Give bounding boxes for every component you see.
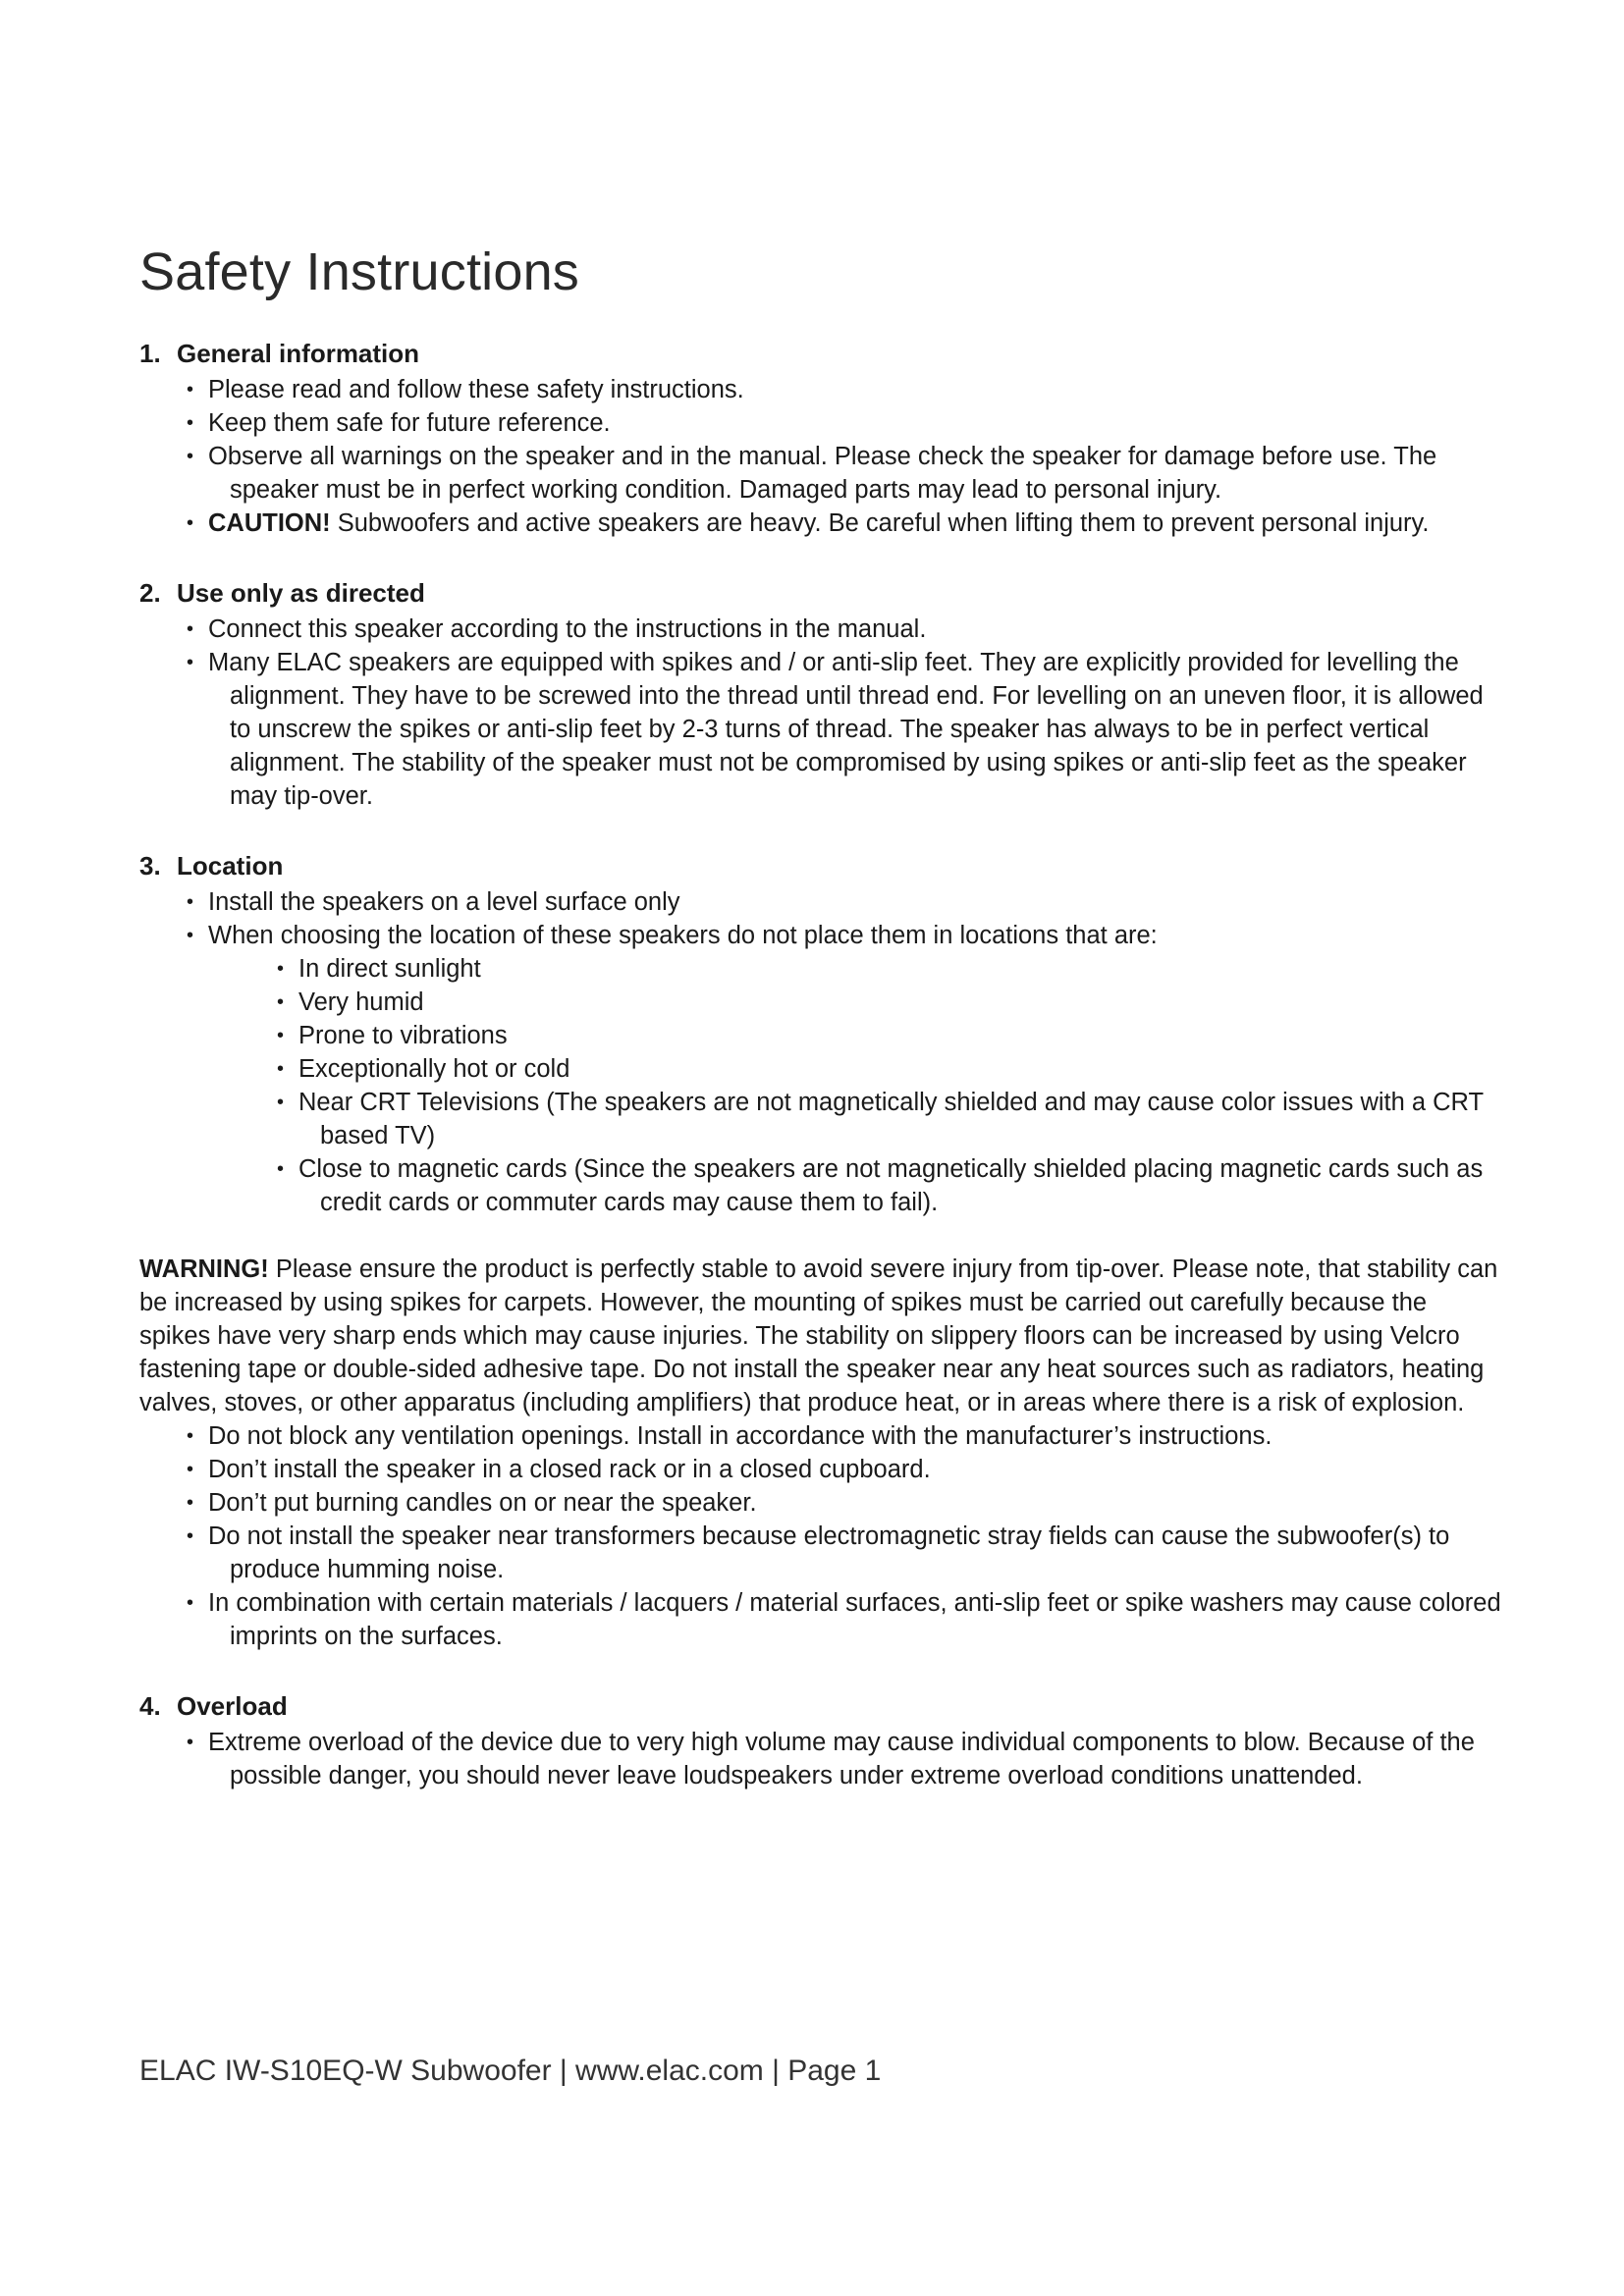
list-item: • Observe all warnings on the speaker and in the manual. Please check the speaker for damage before use. The speaker must be in perfect working condition. Damaged parts may lead to personal injury. [139,440,1504,507]
list-item: • Keep them safe for future reference. [139,406,1504,440]
list-item: • Please read and follow these safety instructions. [139,373,1504,406]
sub-list-item: • Near CRT Televisions (The speakers are not magnetically shielded and may cause color issues with a CRT based TV) [139,1086,1504,1152]
section-title: General information [177,339,420,368]
list-item: • Many ELAC speakers are equipped with spikes and / or anti-slip feet. They are explicitly provided for levelling the alignment. They have to be screwed into the thread until thread end. For levelling on an uneven floor, it is allowed to unscrew the spikes or anti-slip feet by 2-3 turns of thread. The speaker has always to be in perfect vertical alignment. The stability of the speaker must not be compromised by using spikes or anti-slip feet as the speaker may tip-over. [139,646,1504,813]
section-number: 2. [139,578,161,608]
sub-list-item: • In direct sunlight [139,952,1504,986]
warning-label: WARNING! [139,1255,269,1283]
section-heading [139,573,1504,613]
warning-paragraph [139,1253,1504,1419]
section-use-only-as-directed [139,573,1504,813]
section-overload [139,1686,1504,1792]
page-title: Safety Instructions [139,242,580,301]
sub-list-item: • Close to magnetic cards (Since the speakers are not magnetically shielded placing magnetic cards such as credit cards or commuter cards may cause them to fail). [139,1152,1504,1219]
bullet-list [139,613,1504,813]
page-footer: ELAC IW-S10EQ-W Subwoofer | www.elac.com | Page 1 [139,2055,882,2087]
list-item: • When choosing the location of these speakers do not place them in locations that are: [139,919,1504,952]
warning-block [139,1253,1504,1653]
section-number: 1. [139,339,161,368]
bullet-list [139,1726,1504,1792]
section-title: Overload [177,1691,288,1721]
section-heading [139,334,1504,373]
bullet-list [139,373,1504,540]
caution-item [139,507,1504,540]
caution-label: CAUTION! [208,509,331,537]
warning-text: Please ensure the product is perfectly stable to avoid severe injury from tip-over. Please note, that stability can be increased by using spikes for carpets. However, the mounting of spikes must be carried out carefully because the spikes have very sharp ends which may cause injuries. The stability on slippery floors can be increased by using Velcro fastening tape or double-sided adhesive tape. Do not install the speaker near any heat sources such as radiators, heating valves, stoves, or other apparatus (including amplifiers) that produce heat, or in areas where there is a risk of explosion. [139,1255,1498,1416]
bullet-list [139,885,1504,952]
list-item: • Do not block any ventilation openings. Install in accordance with the manufacturer’s instructions. [139,1419,1504,1453]
section-location [139,846,1504,1219]
list-item: • Don’t install the speaker in a closed rack or in a closed cupboard. [139,1453,1504,1486]
section-title: Use only as directed [177,578,425,608]
list-item: • Don’t put burning candles on or near the speaker. [139,1486,1504,1520]
sub-list-item: • Exceptionally hot or cold [139,1052,1504,1086]
list-item: • Connect this speaker according to the instructions in the manual. [139,613,1504,646]
section-heading [139,846,1504,885]
sub-list-item: • Very humid [139,986,1504,1019]
section-title: Location [177,851,284,881]
section-heading [139,1686,1504,1726]
sub-bullet-list [139,952,1504,1219]
section-general-information [139,334,1504,540]
list-item: • Do not install the speaker near transformers because electromagnetic stray fields can cause the subwoofer(s) to produce humming noise. [139,1520,1504,1586]
bullet-list [139,1419,1504,1653]
list-item: • In combination with certain materials / lacquers / material surfaces, anti-slip feet or spike washers may cause colored imprints on the surfaces. [139,1586,1504,1653]
section-number: 3. [139,851,161,881]
sub-list-item: • Prone to vibrations [139,1019,1504,1052]
caution-text: Subwoofers and active speakers are heavy. Be careful when lifting them to prevent personal injury. [330,509,1430,537]
section-number: 4. [139,1691,161,1721]
document-body [139,334,1504,1826]
list-item: • Install the speakers on a level surface only [139,885,1504,919]
list-item: • Extreme overload of the device due to very high volume may cause individual components to blow. Because of the possible danger, you should never leave loudspeakers under extreme overload conditions unattended. [139,1726,1504,1792]
